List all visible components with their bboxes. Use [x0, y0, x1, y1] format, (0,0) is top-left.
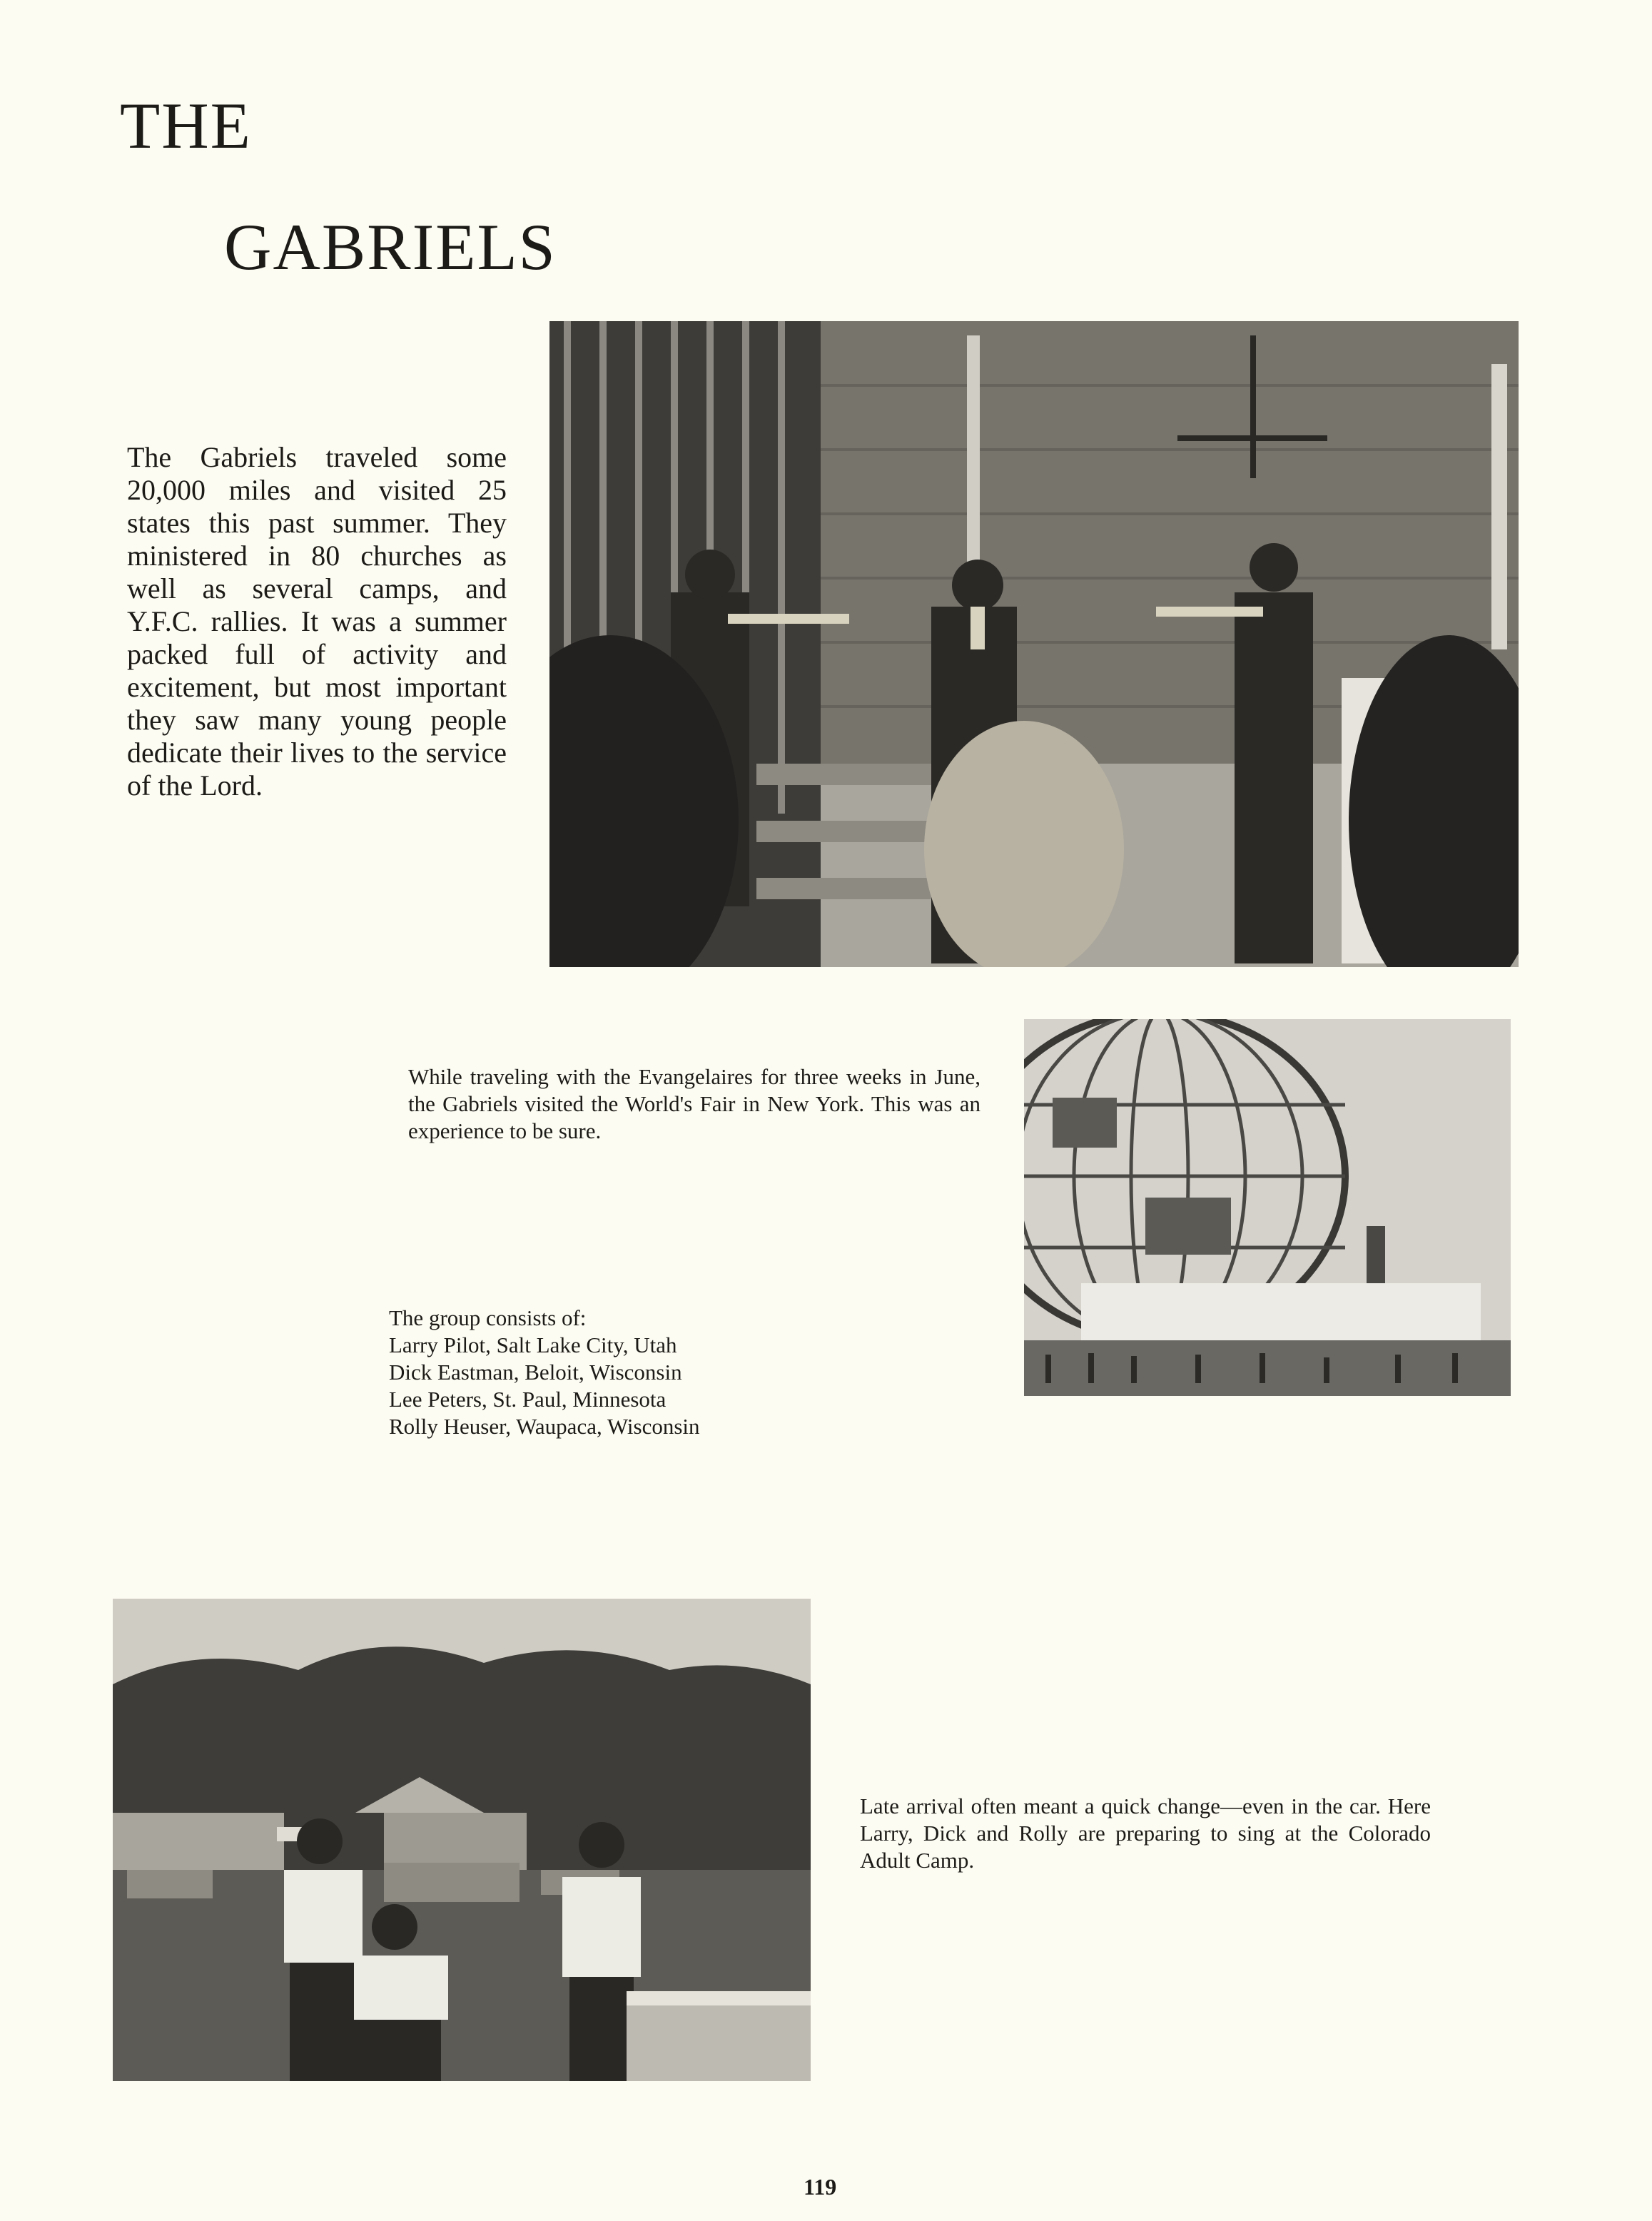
group-members: [389, 1305, 700, 1440]
member-item: Lee Peters, St. Paul, Minnesota: [389, 1387, 667, 1412]
worlds-fair-caption: While traveling with the Evangelaires for three weeks in June, the Gabriels visited the World's Fair in New York. This was an experience to be sure.: [408, 1064, 980, 1143]
member-item: Larry Pilot, Salt Lake City, Utah: [389, 1332, 677, 1357]
page-title-line-2: GABRIELS: [224, 211, 557, 283]
photo-trumpet-trio: [549, 321, 1519, 967]
member-item: Rolly Heuser, Waupaca, Wisconsin: [389, 1414, 700, 1439]
intro-paragraph: The Gabriels traveled some 20,000 miles and visited 25 states this past summer. They ministered in 80 churches as well as several camps, and Y.F.C. rallies. It was a summer packed full of activity and excitement, but most important they saw many young people dedicate their lives to the service of the Lord.: [127, 441, 507, 801]
page-number: 119: [804, 2174, 837, 2200]
photo-worlds-fair-unisphere: [1024, 1019, 1511, 1396]
photo-quick-change-at-camp: [113, 1599, 811, 2081]
page-title-line-1: THE: [120, 89, 252, 162]
late-arrival-caption: Late arrival often meant a quick change—even in the car. Here Larry, Dick and Rolly are preparing to sing at the Colorado Adult Camp.: [860, 1794, 1431, 1873]
member-item: Dick Eastman, Beloit, Wisconsin: [389, 1360, 682, 1385]
group-members-heading: The group consists of:: [389, 1305, 587, 1330]
